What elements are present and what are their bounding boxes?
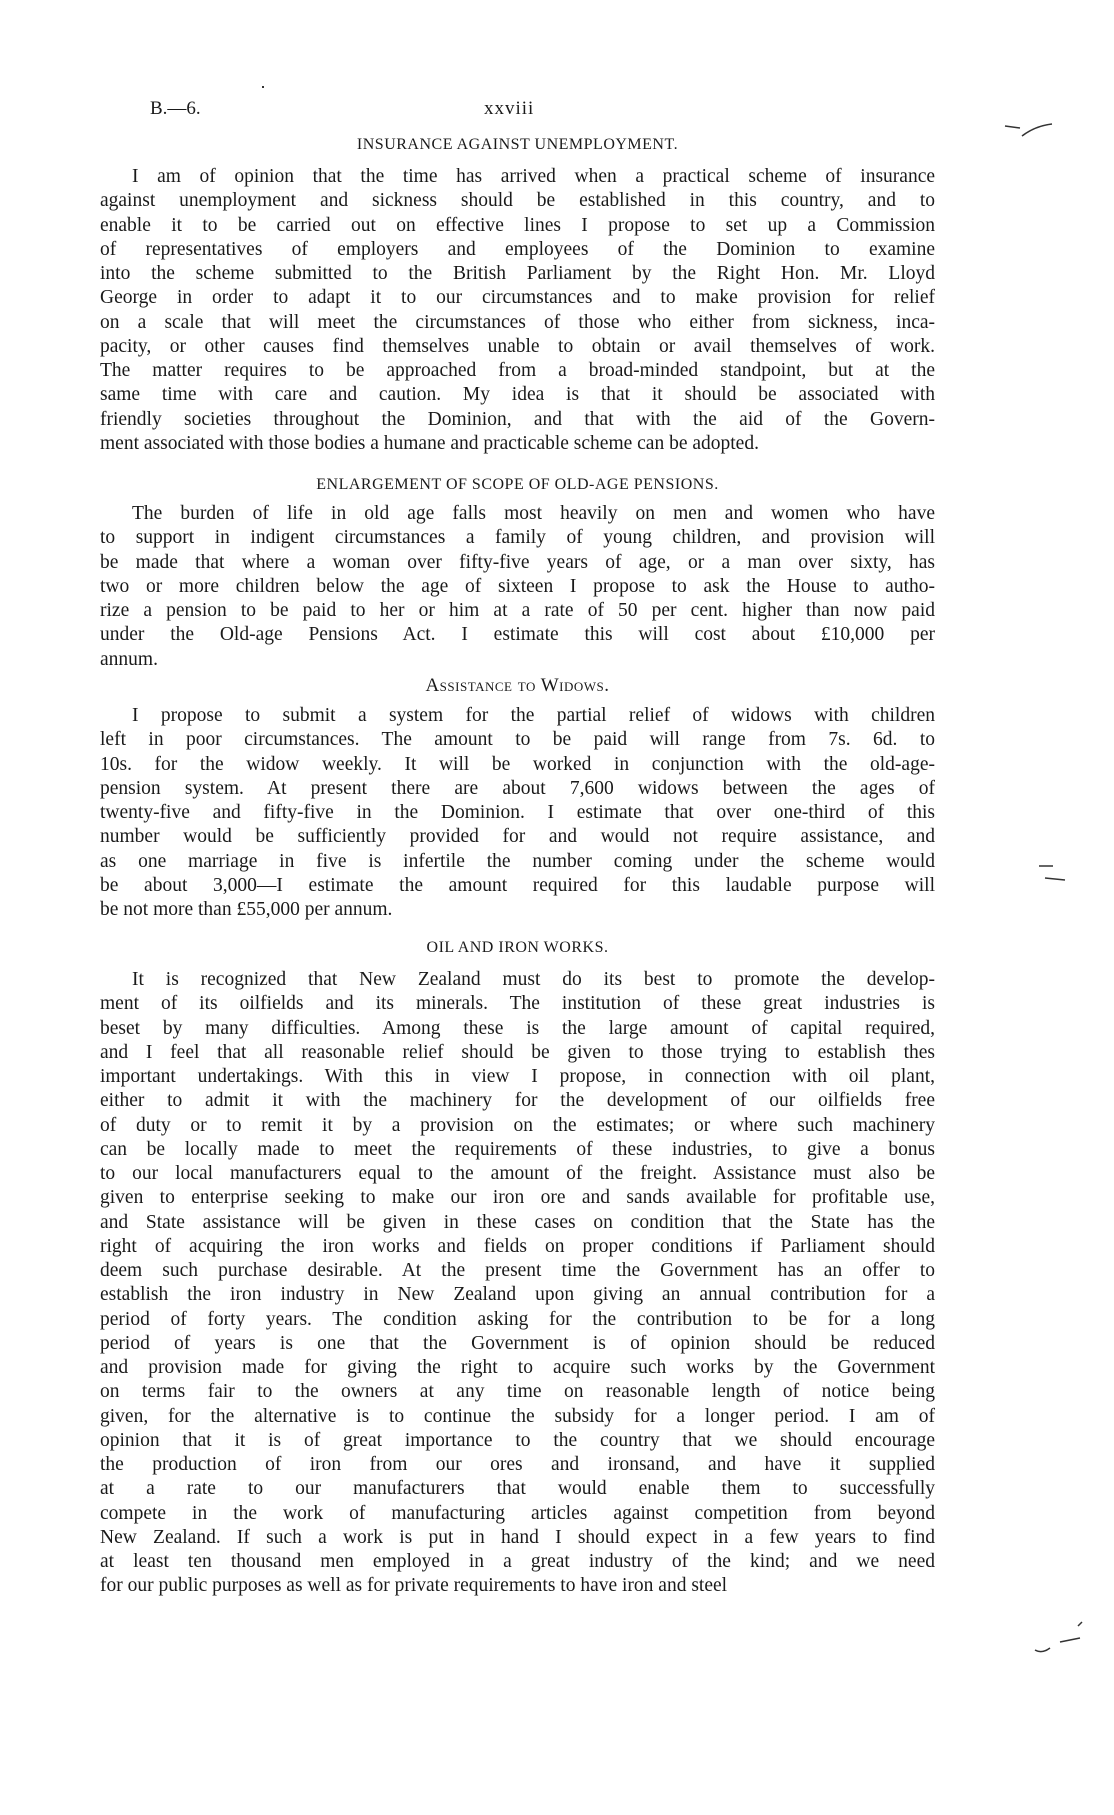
text-line: given to enterprise seeking to make our iron ore and sands available for profitable use, (100, 1187, 935, 1209)
text-line: be made that where a woman over fifty-five years of age, or a man over sixty, has (100, 551, 935, 573)
text-line: be not more than £55,000 per annum. (100, 899, 393, 920)
text-line: and I feel that all reasonable relief should be given to those trying to establish thes (100, 1041, 935, 1063)
text-line: deem such purchase desirable. At the present time the Government has an offer to (100, 1260, 935, 1281)
text-line: The matter requires to be approached from a broad-minded standpoint, but at the (100, 360, 935, 381)
section-heading-pensions: ENLARGEMENT OF SCOPE OF OLD-AGE PENSIONS. (316, 476, 719, 493)
text-line: of duty or to remit it by a provision on the estimates; or where such machinery (100, 1114, 935, 1136)
text-line: to our local manufacturers equal to the amount of the freight. Assistance must also be (100, 1163, 935, 1184)
text-line: for our public purposes as well as for private requirements to have iron and steel (100, 1575, 728, 1597)
text-line: The burden of life in old age falls most heavily on men and women who have (132, 503, 935, 524)
text-line: as one marriage in five is infertile the number coming under the scheme would (100, 850, 935, 872)
text-line: on a scale that will meet the circumstances of those who either from sickness, inca- (100, 311, 935, 333)
page-number: xxviii (484, 98, 535, 119)
text-line: rize a pension to be paid to her or him at a rate of 50 per cent. higher than now paid (100, 600, 935, 621)
text-line: given, for the alternative is to continue the subsidy for a longer period. I am of (100, 1405, 935, 1427)
section-heading-oil-iron: OIL AND IRON WORKS. (426, 939, 609, 956)
text-line: friendly societies throughout the Dominion, and that with the aid of the Govern- (100, 408, 935, 430)
text-line: can be locally made to meet the requirements of these industries, to give a bonus (100, 1138, 935, 1160)
text-line: at least ten thousand men employed in a great industry of the kind; and we need (100, 1551, 935, 1572)
text-line: George in order to adapt it to our circumstances and to make provision for relief (100, 287, 935, 309)
text-line: ment of its oilfields and its minerals. The institution of these great industries is (100, 993, 935, 1015)
text-line: I propose to submit a system for the partial relief of widows with children (132, 705, 935, 726)
text-line: right of acquiring the iron works and fields on proper conditions if Parliament should (100, 1235, 935, 1257)
text-line: into the scheme submitted to the British Parliament by the Right Hon. Mr. Lloyd (100, 263, 935, 284)
text-line: under the Old-age Pensions Act. I estimate this will cost about £10,000 per (100, 624, 935, 646)
margin-mark-icon (1030, 1620, 1090, 1660)
paragraph-widows (100, 704, 935, 922)
text-line: pacity, or other causes find themselves unable to obtain or avail themselves of work. (100, 335, 935, 357)
text-line: be about 3,000—I estimate the amount required for this laudable purpose will (100, 874, 935, 896)
text-line: the production of iron from our ores and ironsand, and have it supplied (100, 1454, 935, 1475)
text-line: of representatives of employers and employees of the Dominion to examine (100, 238, 935, 260)
text-line: ment associated with those bodies a humane and practicable scheme can be adopted. (100, 432, 759, 454)
text-line: twenty-five and fifty-five in the Dominion. I estimate that over one-third of this (100, 802, 935, 823)
text-line: at a rate to our manufacturers that would enable them to successfully (100, 1478, 935, 1500)
text-line: two or more children below the age of sixteen I propose to ask the House to autho- (100, 575, 935, 597)
text-line: pension system. At present there are about 7,600 widows between the ages of (100, 777, 935, 799)
text-line: same time with care and caution. My idea is that it should be associated with (100, 384, 935, 406)
text-line: to support in indigent circumstances a family of young children, and provision will (100, 527, 935, 549)
section-heading-widows: Assistance to Widows. (425, 675, 610, 696)
section-heading-insurance: INSURANCE AGAINST UNEMPLOYMENT. (356, 136, 679, 153)
text-line: period of years is one that the Government is of opinion should be reduced (100, 1332, 935, 1354)
document-reference: B.—6. (150, 98, 201, 119)
text-line: against unemployment and sickness should be established in this country, and to (100, 190, 935, 212)
speck (262, 86, 264, 88)
text-line: enable it to be carried out on effective lines I propose to set up a Commission (100, 214, 935, 236)
margin-mark-icon (1035, 860, 1075, 890)
text-line: period of forty years. The condition asking for the contribution to be for a long (100, 1308, 935, 1330)
text-line: 10s. for the widow weekly. It will be worked in conjunction with the old-age- (100, 753, 935, 775)
text-line: and State assistance will be given in these cases on condition that the State has the (100, 1211, 935, 1233)
text-line: compete in the work of manufacturing articles against competition from beyond (100, 1502, 935, 1524)
text-line: opinion that it is of great importance to the country that we should encourage (100, 1429, 935, 1451)
paragraph-insurance (100, 165, 935, 456)
text-line: beset by many difficulties. Among these is the large amount of capital required, (100, 1017, 935, 1039)
text-line: either to admit it with the machinery for the development of our oilfields free (100, 1090, 935, 1112)
text-line: It is recognized that New Zealand must do its best to promote the develop- (132, 969, 935, 990)
text-line: number would be sufficiently provided for and would not require assistance, and (100, 826, 935, 848)
text-line: on terms fair to the owners at any time on reasonable length of notice being (100, 1381, 935, 1403)
text-line: annum. (100, 648, 158, 670)
text-line: New Zealand. If such a work is put in hand I should expect in a few years to find (100, 1526, 935, 1548)
text-line: I am of opinion that the time has arrived when a practical scheme of insurance (132, 166, 935, 187)
margin-mark-icon (1000, 118, 1060, 148)
text-line: establish the iron industry in New Zealand upon giving an annual contribution for a (100, 1284, 935, 1306)
text-line: and provision made for giving the right to acquire such works by the Government (100, 1357, 935, 1378)
text-line: left in poor circumstances. The amount to be paid will range from 7s. 6d. to (100, 729, 935, 751)
paragraph-pensions (100, 502, 935, 672)
paragraph-oil-iron (100, 968, 935, 1599)
text-line: important undertakings. With this in view I propose, in connection with oil plant, (100, 1066, 935, 1087)
